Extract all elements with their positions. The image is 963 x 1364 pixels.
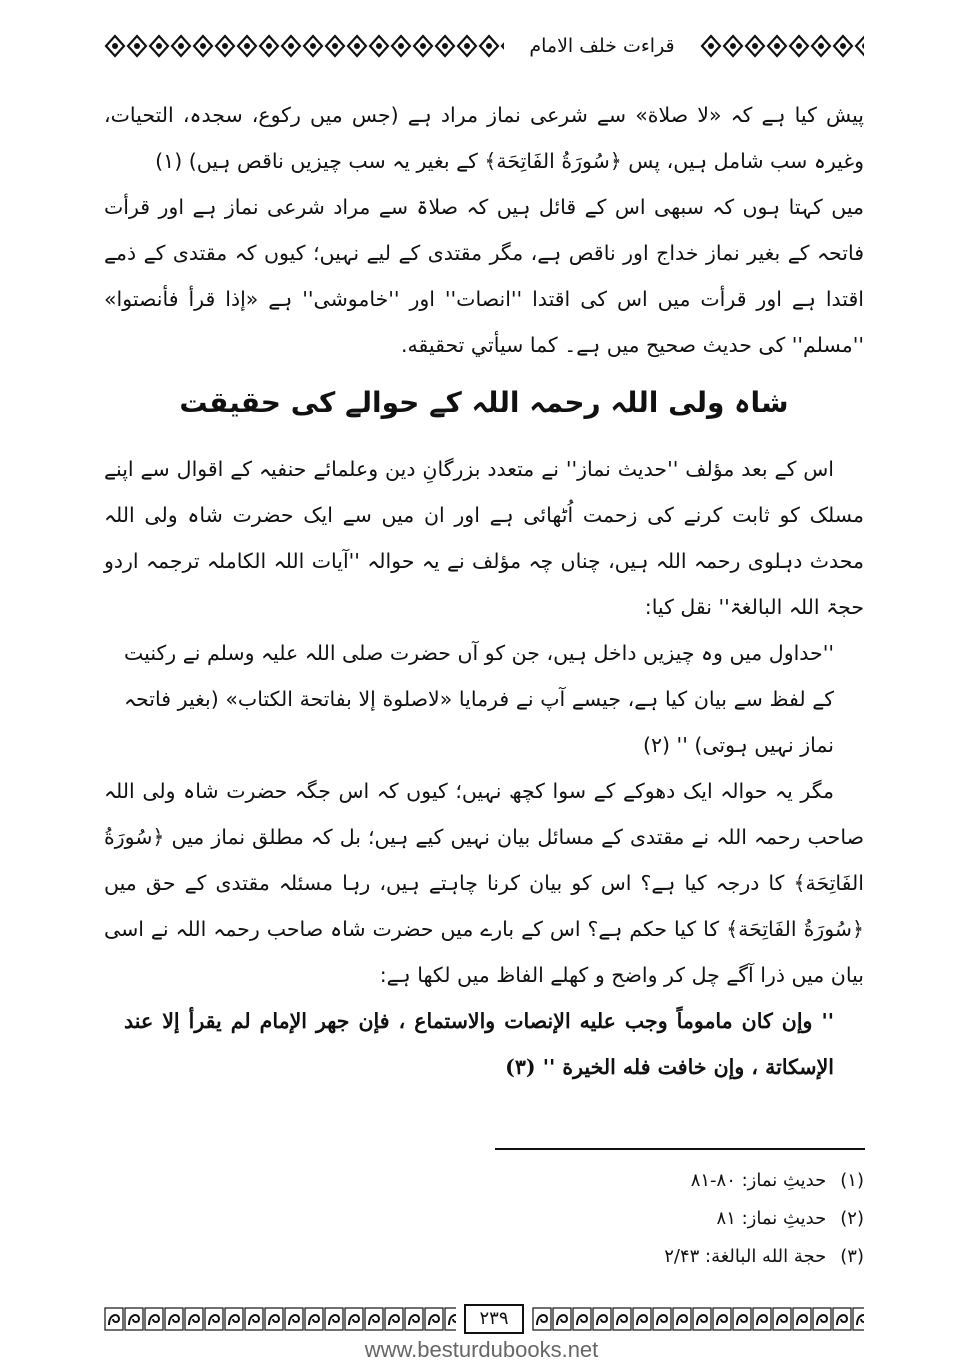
arabic-quotation: '' وإن كان ماموماً وجب عليه الإنصات والاستماع ، فإن جهر الإمام لم يقرأ إلا عند الإسكاتة ، وإن خافت فله الخيرة '' (۳) (124, 1009, 834, 1079)
page-footer (104, 1304, 864, 1334)
main-text (104, 92, 864, 1090)
website-watermark: www.besturdubooks.net (364, 1337, 599, 1362)
page-number: ۲۳۹ (464, 1304, 524, 1334)
paragraph-3: اس کے بعد مؤلف ''حدیث نماز'' نے متعدد بزرگانِ دین وعلمائے حنفیہ کے اقوال سے اپنے مسلک کو ثابت کرنے کی زحمت اُٹھائی ہے اور ان میں سے ایک حضرت شاہ ولی اللہ محدث دہلوی رحمہ اللہ ہیں، چناں چہ مؤلف نے یہ حوالہ ''آیات اللہ الکاملہ ترجمہ اردو حجۃ اللہ البالغۃ'' نقل کیا: (104, 457, 864, 619)
footnote (500, 1162, 864, 1200)
footnote-number: (۱) (840, 1170, 864, 1191)
paragraph-4: مگر یہ حوالہ ایک دھوکے کے سوا کچھ نہیں؛ کیوں کہ اس جگہ حضرت شاہ ولی اللہ صاحب رحمہ اللہ نے مقتدی کے مسائل بیان نہیں کیے ہیں؛ بل کہ مطلق نماز میں ﴿سُورَةُ الفَاتِحَة﴾ کا درجہ کیا ہے؟ اس کو بیان کرنا چاہتے ہیں، رہا مسئلہ مقتدی کے حق میں ﴿سُورَةُ الفَاتِحَة﴾ کا کیا حکم ہے؟ اس کے بارے میں حضرت شاہ صاحب رحمہ اللہ نے اسی بیان میں ذرا آگے چل کر واضح و کھلے الفاظ میں لکھا ہے: (104, 779, 864, 987)
paragraph-2: میں کہتا ہوں کہ سبھی اس کے قائل ہیں کہ صلاۃ سے مراد شرعی نماز ہے اور قرأت فاتحہ کے بغیر نماز خداج اور ناقص ہے، مگر مقتدی کے لیے نہیں؛ کیوں کہ مقتدی کے ذمے اقتدا ہے اور قرأت میں اس کی اقتدا ''انصات'' اور ''خاموشی'' ہے «إذا قرأ فأنصتوا» ''مسلم'' کی حدیث صحیح میں ہے۔ كما سيأتي تحقيقه. (104, 195, 864, 357)
footnote-text: حدیثِ نماز: ۸۰-۸۱ (690, 1170, 827, 1191)
page-header (104, 26, 864, 66)
footnote-text: حجة الله البالغة: ۲/۴۳ (664, 1246, 827, 1267)
footer-ornament-right (532, 1307, 864, 1331)
header-ornament-right (700, 34, 864, 58)
footer-ornament-left (104, 1307, 456, 1331)
header-ornament-left (104, 34, 504, 58)
footnote-text: حدیثِ نماز: ۸۱ (716, 1208, 827, 1229)
section-heading: شاہ ولی اللہ رحمہ اللہ کے حوالے کی حقیقت (179, 386, 789, 419)
footnote (500, 1238, 864, 1276)
footnote (500, 1200, 864, 1238)
footnotes (500, 1162, 864, 1276)
footnote-separator (495, 1148, 865, 1150)
running-title: قراءت خلف الامام (529, 35, 675, 57)
quotation-1: ''حداول میں وہ چیزیں داخل ہیں، جن کو آں حضرت صلی اللہ علیہ وسلم نے رکنیت کے لفظ سے بیان کیا ہے، جیسے آپ نے فرمایا «لاصلوة إلا بفاتحة الكتاب» (بغیر فاتحہ نماز نہیں ہوتی) '' (۲) (124, 641, 834, 757)
footnote-number: (۲) (840, 1208, 864, 1229)
paragraph-1: پیش کیا ہے کہ «لا صلاة» سے شرعی نماز مراد ہے (جس میں رکوع، سجدہ، التحیات، وغیرہ سب شامل ہیں، پس ﴿سُورَةُ الفَاتِحَة﴾ کے بغیر یہ سب چیزیں ناقص ہیں) (۱) (104, 103, 864, 173)
footnote-number: (۳) (840, 1246, 864, 1267)
